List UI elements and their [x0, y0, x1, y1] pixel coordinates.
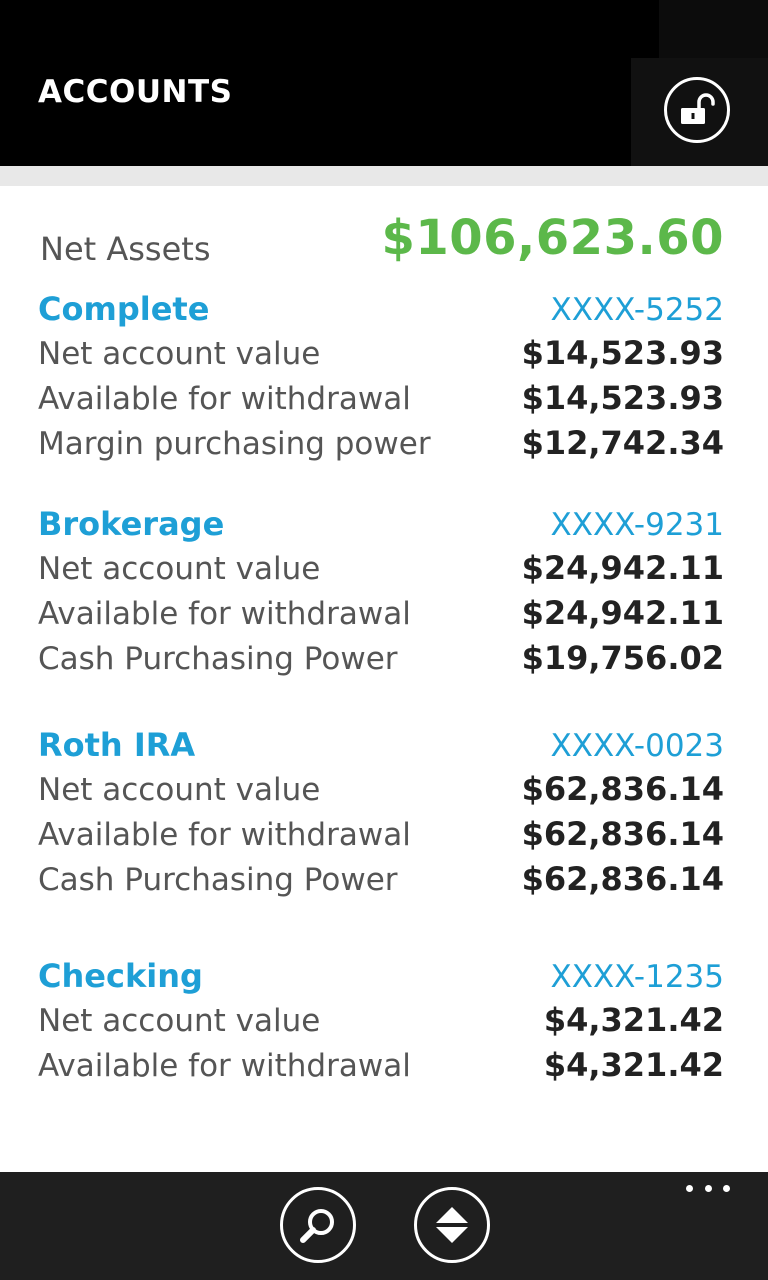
app-bar — [0, 1172, 768, 1280]
account-row — [38, 1046, 724, 1091]
more-icon — [686, 1185, 693, 1192]
row-value: $19,756.02 — [521, 639, 724, 677]
account-roth-ira[interactable] — [38, 726, 724, 905]
account-row — [38, 549, 724, 594]
row-value: $14,523.93 — [521, 379, 724, 417]
net-assets-summary — [38, 186, 724, 290]
account-complete[interactable] — [38, 290, 724, 469]
row-value: $12,742.34 — [521, 424, 724, 462]
account-number: XXXX-1235 — [550, 959, 724, 995]
row-label: Margin purchasing power — [38, 426, 431, 462]
row-label: Net account value — [38, 551, 321, 587]
account-row — [38, 379, 724, 424]
row-value: $62,836.14 — [521, 770, 724, 808]
account-name: Checking — [38, 957, 203, 995]
account-row — [38, 639, 724, 684]
row-value: $4,321.42 — [543, 1001, 724, 1039]
lock-button[interactable] — [664, 77, 730, 143]
account-header — [38, 290, 724, 334]
net-assets-label: Net Assets — [40, 230, 211, 268]
more-icon — [723, 1185, 730, 1192]
account-name: Roth IRA — [38, 726, 196, 764]
account-number: XXXX-5252 — [550, 292, 724, 328]
header-divider — [0, 166, 768, 186]
more-button[interactable] — [686, 1178, 730, 1198]
row-value: $4,321.42 — [543, 1046, 724, 1084]
row-label: Available for withdrawal — [38, 596, 411, 632]
sort-icon — [432, 1203, 472, 1247]
sort-button[interactable] — [414, 1187, 490, 1263]
row-value: $24,942.11 — [521, 594, 724, 632]
account-header — [38, 957, 724, 1001]
account-row — [38, 424, 724, 469]
row-label: Available for withdrawal — [38, 817, 411, 853]
row-value: $62,836.14 — [521, 860, 724, 898]
account-header — [38, 726, 724, 770]
row-label: Net account value — [38, 1003, 321, 1039]
row-value: $14,523.93 — [521, 334, 724, 372]
accounts-content — [38, 186, 724, 1091]
account-row — [38, 334, 724, 379]
account-row — [38, 770, 724, 815]
account-checking[interactable] — [38, 957, 724, 1091]
account-number: XXXX-0023 — [550, 728, 724, 764]
page-title: ACCOUNTS — [38, 74, 233, 110]
search-button[interactable] — [280, 1187, 356, 1263]
row-label: Cash Purchasing Power — [38, 641, 398, 677]
row-value: $24,942.11 — [521, 549, 724, 587]
row-label: Available for withdrawal — [38, 381, 411, 417]
row-value: $62,836.14 — [521, 815, 724, 853]
row-label: Cash Purchasing Power — [38, 862, 398, 898]
row-label: Net account value — [38, 336, 321, 372]
unlock-icon — [677, 90, 717, 130]
row-label: Available for withdrawal — [38, 1048, 411, 1084]
lock-panel-top — [659, 0, 768, 58]
account-row — [38, 594, 724, 639]
account-name: Brokerage — [38, 505, 225, 543]
account-number: XXXX-9231 — [550, 507, 724, 543]
row-label: Net account value — [38, 772, 321, 808]
account-brokerage[interactable] — [38, 505, 724, 684]
account-row — [38, 1001, 724, 1046]
net-assets-value: $106,623.60 — [381, 210, 724, 266]
more-icon — [705, 1185, 712, 1192]
account-header — [38, 505, 724, 549]
account-row — [38, 860, 724, 905]
account-row — [38, 815, 724, 860]
account-name: Complete — [38, 290, 210, 328]
search-icon — [296, 1203, 340, 1247]
